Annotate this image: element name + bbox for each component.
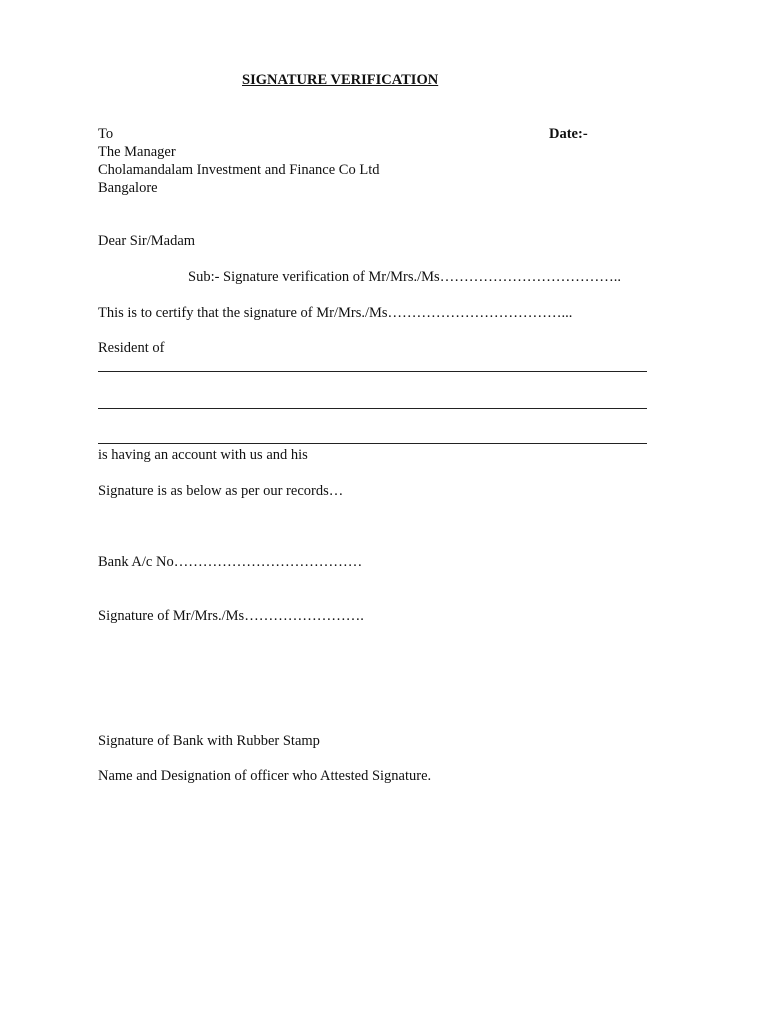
subject-line: Sub:- Signature verification of Mr/Mrs./Ms……………………………….. [188, 269, 621, 285]
resident-label: Resident of [98, 340, 165, 356]
account-line: is having an account with us and his [98, 447, 308, 463]
bank-account-line: Bank A/c No………………………………… [98, 554, 363, 570]
recipient-title: The Manager [98, 144, 176, 160]
salutation: Dear Sir/Madam [98, 233, 196, 249]
certify-line: This is to certify that the signature of Mr/Mrs./Ms………………………………... [98, 305, 573, 321]
document-title: SIGNATURE VERIFICATION [242, 72, 439, 88]
to-label: To [98, 126, 114, 142]
bank-signature-line: Signature of Bank with Rubber Stamp [98, 733, 320, 749]
recipient-company: Cholamandalam Investment and Finance Co Ltd [98, 162, 380, 178]
officer-line: Name and Designation of officer who Attested Signature. [98, 768, 432, 784]
records-line: Signature is as below as per our records… [98, 483, 344, 499]
recipient-city: Bangalore [98, 180, 158, 196]
address-blank-line-1 [98, 371, 647, 372]
date-label: Date:- [549, 126, 588, 142]
address-blank-line-3 [98, 443, 647, 444]
address-blank-line-2 [98, 408, 647, 409]
holder-signature-line: Signature of Mr/Mrs./Ms……………………. [98, 608, 364, 624]
